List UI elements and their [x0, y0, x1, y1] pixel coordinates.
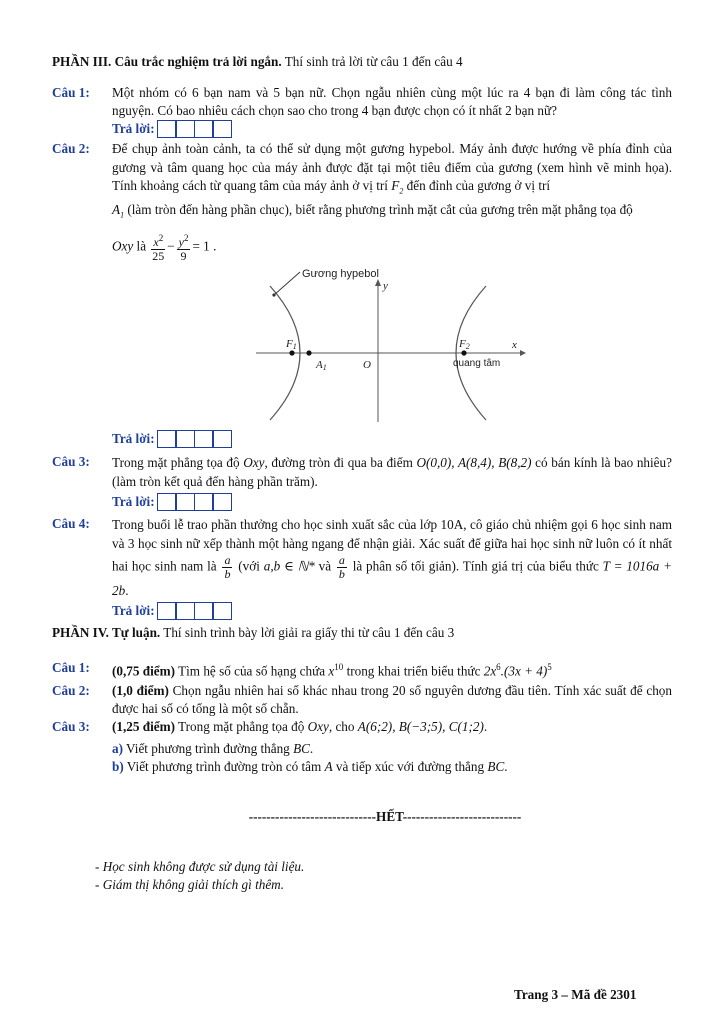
answer-box[interactable] [175, 602, 195, 620]
label-o: O [363, 359, 371, 371]
answer-label: Trả lời: [112, 431, 155, 447]
answer-box[interactable] [194, 120, 214, 138]
answer-box[interactable] [175, 493, 195, 511]
e3-text: (1,25 điểm) Trong mặt phẳng tọa độ Oxy, cho A(6;2), B(−3;5), C(1;2). [112, 719, 488, 734]
label-f2: F2 [459, 338, 470, 351]
note-2: - Giám thị không giải thích gì thêm. [95, 877, 284, 892]
part4-header [52, 624, 682, 642]
point-f1 [289, 350, 294, 355]
answer-box[interactable] [194, 602, 214, 620]
e3-points-list: A(6;2), B(−3;5), C(1;2) [357, 719, 484, 734]
q1-answer [112, 119, 232, 139]
q2-label: Câu 2: [52, 141, 90, 156]
mirror-pointer-dot [272, 293, 275, 296]
answer-box[interactable] [175, 120, 195, 138]
x-axis-arrow [520, 350, 526, 356]
q2-a1: $A_1$ [112, 202, 125, 221]
label-a1: A1 [316, 359, 327, 372]
y-axis-arrow [375, 279, 381, 286]
answer-label: Trả lời: [112, 494, 155, 510]
answer-box[interactable] [175, 430, 195, 448]
q4-text: Trong buổi lễ trao phần thưởng cho học sinh xuất sắc của lớp 10A, cô giáo chủ nhiệm gọi 6 học sinh nam và 3 học sinh nữ xếp thành một hàng ngang để nhận giải. Xác suất để giữa hai học sinh nữ luôn có ít nhất hai học sinh nam là $\frac{a}{b}$ (với a,b ∈ ℕ* và $\frac{a}{b}$ là phân số tối giản). Tính giá trị của biểu thức T = 1016a + 2b. [112, 517, 672, 598]
label-camera: quang tâm [453, 358, 501, 369]
q2-eq-rest: = 1 . [192, 238, 217, 254]
q1-text: Một nhóm có 6 bạn nam và 5 bạn nữ. Chọn ngẫu nhiên cùng một lúc ra 4 bạn đi làm công tác tình nguyện. Có bao nhiêu cách chọn sao cho trong 4 bạn được chọn có ít nhất 2 bạn nữ? [112, 85, 672, 118]
e2-label: Câu 2: [52, 683, 90, 698]
part4-instruction: Thí sinh trình bày lời giải ra giấy thi từ câu 1 đến câu 3 [160, 625, 455, 640]
e3-points: (1,25 điểm) [112, 719, 175, 734]
q2-frac-x: $\frac{x^2}{25}$ [152, 232, 165, 263]
q3-text: Trong mặt phẳng tọa độ Oxy, đường tròn đi qua ba điểm O(0,0), A(8,4), B(8,2) có bán kính là bao nhiêu? (làm tròn kết quả đến hàng phần trăm). [112, 455, 672, 489]
point-a1 [306, 350, 311, 355]
part3-title: PHẦN III. Câu trắc nghiệm trả lời ngắn. [52, 54, 282, 69]
e3-label: Câu 3: [52, 719, 90, 734]
q4-cond: a,b ∈ ℕ* [263, 558, 315, 574]
note-1: - Học sinh không được sử dụng tài liệu. [95, 859, 305, 874]
q4-label: Câu 4: [52, 516, 90, 531]
answer-box[interactable] [157, 120, 177, 138]
q2-text-a: Để chụp ảnh toàn cảnh, ta có thể sử dụng một gương hypebol. Máy ảnh được hướng về phía đỉnh của gương và tâm quang học của máy ảnh được đặt tại một tiêu điểm của gương (xem hình vẽ minh họa). Tính khoảng cách từ quang tâm của máy ảnh ở vị trí [112, 141, 672, 194]
q4-frac: $\frac{a}{b}$ [224, 552, 231, 581]
answer-box[interactable] [194, 430, 214, 448]
part4-title: PHẦN IV. Tự luận. [52, 625, 161, 640]
label-f1: F1 [286, 338, 297, 351]
answer-box[interactable] [157, 430, 177, 448]
e2-text: (1,0 điểm) Chọn ngẫu nhiên hai số khác nhau trong 20 số nguyên dương đầu tiên. Tính xác suất để chọn được hai số có tổng là một số chẵn. [112, 683, 672, 716]
answer-box[interactable] [212, 602, 232, 620]
label-y: y [383, 280, 388, 292]
hyperbola-figure [250, 262, 530, 424]
e3-part-a: a) Viết phương trình đường thẳng BC. [112, 741, 314, 756]
q2-frac-y: $\frac{y^2}{9}$ [178, 232, 189, 263]
q1-label: Câu 1: [52, 85, 90, 100]
q2-text-c: (làm tròn đến hàng phần chục), biết rằng phương trình mặt cắt của gương trên mặt phẳng tọa độ [124, 202, 633, 218]
mirror-label: Gương hypebol [302, 268, 379, 280]
e2-points: (1,0 điểm) [112, 683, 169, 698]
e3-part-b: b) Viết phương trình đường tròn có tâm A và tiếp xúc với đường thẳng BC. [112, 759, 508, 774]
part3-header [52, 53, 682, 71]
mirror-pointer [274, 272, 300, 295]
answer-box[interactable] [212, 120, 232, 138]
q3-answer [112, 492, 232, 512]
q4-answer [112, 601, 232, 621]
q2-oxy: Oxy [112, 238, 134, 254]
q2-answer [112, 429, 232, 449]
answer-box[interactable] [212, 430, 232, 448]
page-footer: Trang 3 – Mã đề 2301 [514, 987, 637, 1002]
q3-points: O(0,0), A(8,4), B(8,2) [416, 455, 532, 470]
q2-f2: $F_2$ [391, 178, 404, 196]
q2-text [112, 140, 672, 263]
answer-box[interactable] [212, 493, 232, 511]
answer-box[interactable] [194, 493, 214, 511]
answer-box[interactable] [157, 493, 177, 511]
e1-label: Câu 1: [52, 660, 90, 675]
e1-text: (0,75 điểm) Tìm hệ số của số hạng chứa $x^{10}$ trong khai triển biểu thức $2x^6.(3x + 4)^5$ [112, 662, 552, 679]
end-marker: -----------------------------HẾT--------------------------- [248, 809, 522, 824]
part3-instruction: Thí sinh trả lời từ câu 1 đến câu 4 [281, 54, 463, 69]
q4-frac-2: $\frac{a}{b}$ [338, 552, 345, 581]
q3-oxy: Oxy [243, 455, 265, 470]
label-x: x [512, 339, 517, 351]
answer-label: Trả lời: [112, 121, 155, 137]
answer-label: Trả lời: [112, 603, 155, 619]
point-f2 [461, 350, 466, 355]
q2-eq-line: Oxy là $\frac{x^2}{25}$ − $\frac{y^2}{9}$ = 1 . [112, 232, 217, 263]
q2-text-b: đến đỉnh của gương ở vị trí [403, 178, 551, 194]
q4-expr: T = 1016a + 2b [112, 558, 672, 598]
answer-box[interactable] [157, 602, 177, 620]
e1-points: (0,75 điểm) [112, 663, 175, 679]
q3-label: Câu 3: [52, 454, 90, 469]
